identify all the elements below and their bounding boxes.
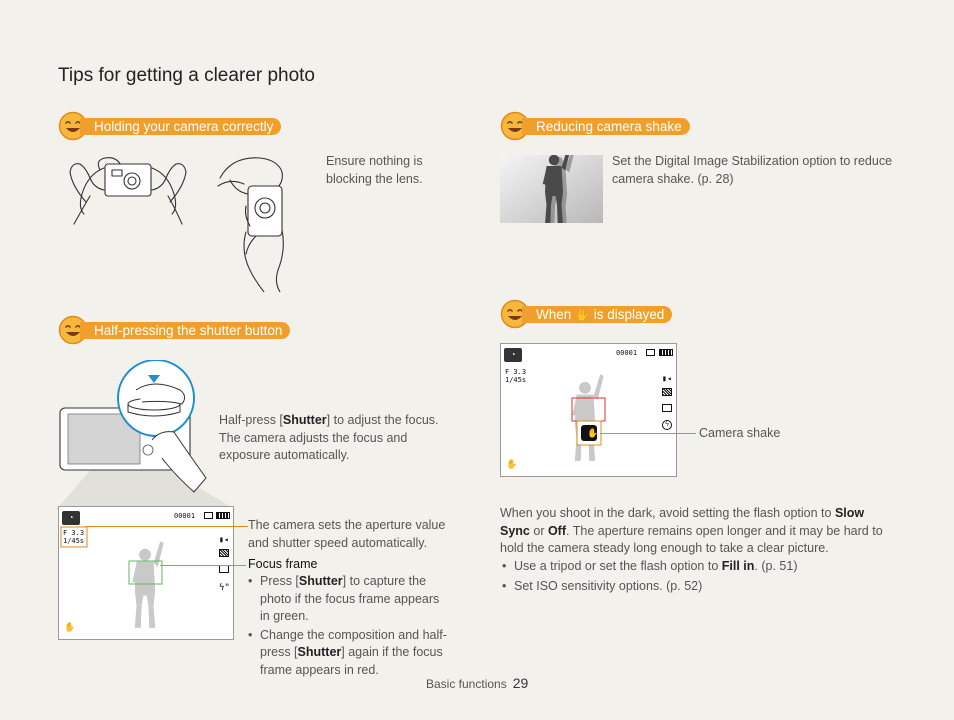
shutter-press-illustration: [56, 360, 236, 510]
focus-frame-label: Focus frame: [248, 557, 318, 571]
flash-off-icon: ϟ: [662, 420, 672, 430]
section-heading-label: Half-pressing the shutter button: [80, 322, 290, 339]
camera-lcd-preview-shake: [500, 343, 677, 477]
list-item: • Change the composition and half-press [Shutter] again if the focus frame appears in red.: [246, 627, 452, 680]
shake-photo: [500, 155, 603, 223]
list-item: • Use a tripod or set the flash option to Fill in. (p. 51): [500, 558, 890, 576]
image-size-icon: ▮◂: [219, 535, 229, 544]
quality-icon: [219, 549, 229, 557]
memory-card-icon: [204, 512, 213, 519]
camera-shake-icon: ✋: [506, 460, 518, 470]
focus-frame-bullets: [246, 573, 452, 680]
holding-text: Ensure nothing is blocking the lens.: [326, 154, 423, 186]
camera-shake-warning-icon: ✋: [587, 428, 599, 438]
camera-shake-callout-line: [600, 433, 696, 434]
section-heading-label: When ✋ is displayed: [522, 306, 672, 323]
flash-icon: ϟ": [219, 583, 230, 593]
page-footer: Basic functions 29: [426, 675, 529, 691]
list-item: • Set ISO sensitivity options. (p. 52): [500, 578, 890, 596]
shot-counter: 00001: [174, 512, 196, 520]
metering-icon: [219, 565, 229, 573]
half-press-intro: Half-press [Shutter] to adjust the focus. The camera adjusts the focus and exposure automatically.: [219, 413, 439, 463]
image-size-icon: ▮◂: [662, 374, 672, 383]
list-item: • Press [Shutter] to capture the photo if the focus frame appears in green.: [246, 573, 452, 626]
aperture-text: The camera sets the aperture value and shutter speed automatically.: [248, 518, 446, 550]
camera-shake-icon: ✋: [64, 623, 76, 633]
holding-camera-illustration: [60, 150, 300, 292]
camera-shake-icon: ✋: [575, 308, 590, 322]
displayed-bullets: [500, 558, 890, 595]
aperture-shutter-readout: F 3.3 1/45s: [63, 529, 85, 545]
battery-icon: [659, 349, 673, 356]
lcd-scene: [59, 507, 235, 641]
section-heading-label: Reducing camera shake: [522, 118, 690, 135]
aperture-shutter-readout: F 3.3 1/45s: [505, 368, 527, 384]
shake-text: Set the Digital Image Stabilization option to reduce camera shake. (p. 28): [612, 154, 893, 186]
quality-icon: [662, 388, 672, 396]
memory-card-icon: [646, 349, 655, 356]
section-heading-label: Holding your camera correctly: [80, 118, 281, 135]
displayed-paragraph: When you shoot in the dark, avoid setting the flash option to Slow Sync or Off. The aperture remains open longer and it may be hard to hold the camera steady long enough to take a clear picture.: [500, 506, 883, 556]
program-mode-icon: ◔: [62, 511, 80, 525]
page-title: Tips for getting a clearer photo: [58, 65, 315, 86]
battery-icon: [216, 512, 230, 519]
metering-icon: [662, 404, 672, 412]
shot-counter: 00001: [616, 349, 638, 357]
focus-frame-callout-line: [160, 565, 246, 566]
camera-shake-callout-label: Camera shake: [699, 426, 781, 440]
aperture-callout-line: [85, 526, 248, 527]
lcd-scene: [501, 344, 678, 478]
page-number: 29: [512, 675, 529, 691]
program-mode-icon: ◔: [504, 348, 522, 362]
